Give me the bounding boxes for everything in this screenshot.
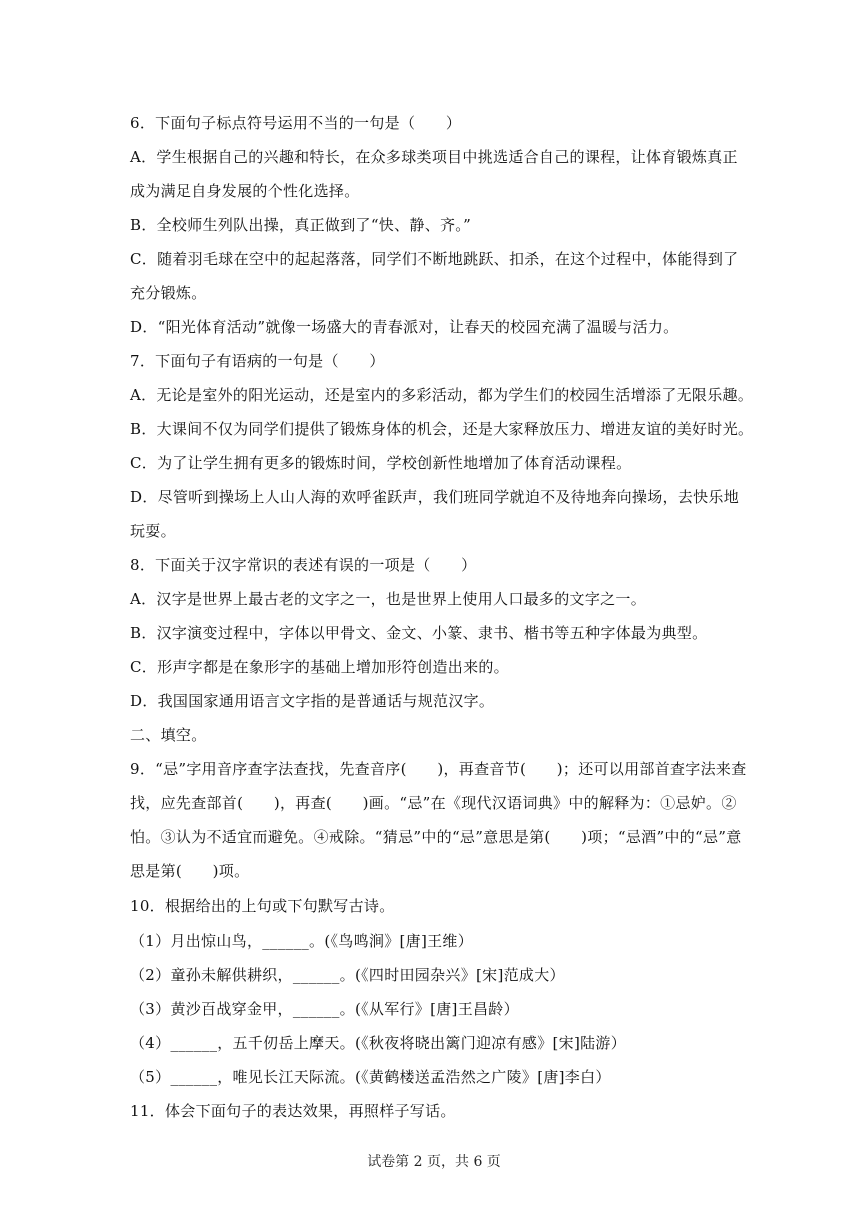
question-7-option-a: A．无论是室外的阳光运动，还是室内的多彩活动，都为学生们的校园生活增添了无限乐趣。 [130,386,754,404]
question-10-item-3: （3）黄沙百战穿金甲，______。(《从军行》[唐]王昌龄） [130,1000,519,1018]
question-8-option-d: D．我国国家通用语言文字指的是普通话与规范汉字。 [130,692,495,710]
question-9-line-3: 怕。③认为不适宜而避免。④戒除。“猜忌”中的“忌”意思是第( )项；“忌酒”中的“忌”意 [130,828,742,846]
question-11-stem: 11．体会下面句子的表达效果，再照样子写话。 [130,1102,456,1120]
section-heading-fill-in: 二、填空。 [130,726,207,744]
question-10-stem: 10．根据给出的上句或下句默写古诗。 [130,897,395,915]
question-8-stem: 8．下面关于汉字常识的表述有误的一项是（ ） [130,556,477,574]
question-9-line-4: 思是第( )项。 [130,862,250,880]
question-6-option-b: B．全校师生列队出操，真正做到了“快、静、齐。” [130,216,472,234]
question-9-line-2: 找，应先查部首( )，再查( )画。“忌”在《现代汉语词典》中的解释为：①忌妒。② [130,794,737,812]
question-8-option-c: C．形声字都是在象形字的基础上增加形符创造出来的。 [130,658,509,676]
question-10-item-4: （4）______，五千仞岳上摩天。(《秋夜将晓出篱门迎凉有感》[宋]陆游） [130,1034,627,1052]
question-8-option-b: B．汉字演变过程中，字体以甲骨文、金文、小篆、隶书、楷书等五种字体最为典型。 [130,624,708,642]
question-10-item-2: （2）童孙未解供耕织，______。(《四时田园杂兴》[宋]范成大） [130,966,565,984]
question-6-option-a: A．学生根据自己的兴趣和特长，在众多球类项目中挑选适合自己的课程，让体育锻炼真正 [130,148,738,166]
question-10-item-5: （5）______，唯见长江天际流。(《黄鹤楼送孟浩然之广陵》[唐]李白） [130,1068,611,1086]
question-9-line-1: 9．“忌”字用音序查字法查找，先查音序( )，再查音节( )；还可以用部首查字法来查 [130,760,747,778]
question-6-option-d: D．“阳光体育活动”就像一场盛大的青春派对，让春天的校园充满了温暖与活力。 [130,318,679,336]
question-7-option-c: C．为了让学生拥有更多的锻炼时间，学校创新性地增加了体育活动课程。 [130,454,632,472]
question-8-option-a: A．汉字是世界上最古老的文字之一，也是世界上使用人口最多的文字之一。 [130,590,647,608]
question-6-option-c-cont: 充分锻炼。 [130,284,207,302]
question-6-option-a-cont: 成为满足自身发展的个性化选择。 [130,182,360,200]
question-7-option-b: B．大课间不仅为同学们提供了锻炼身体的机会，还是大家释放压力、增进友谊的美好时光。 [130,420,754,438]
question-7-option-d-cont: 玩耍。 [130,522,176,540]
question-10-item-1: （1）月出惊山鸟，______。(《鸟鸣涧》[唐]王维） [130,932,474,950]
page-footer: 试卷第 2 页，共 6 页 [367,1154,501,1170]
question-6-option-c: C．随着羽毛球在空中的起起落落，同学们不断地跳跃、扣杀，在这个过程中，体能得到了 [130,250,739,268]
question-7-option-d: D．尽管听到操场上人山人海的欢呼雀跃声，我们班同学就迫不及待地奔向操场，去快乐地 [130,488,740,506]
question-6-stem: 6．下面句子标点符号运用不当的一句是（ ） [130,114,462,132]
question-7-stem: 7．下面句子有语病的一句是（ ） [130,352,385,370]
